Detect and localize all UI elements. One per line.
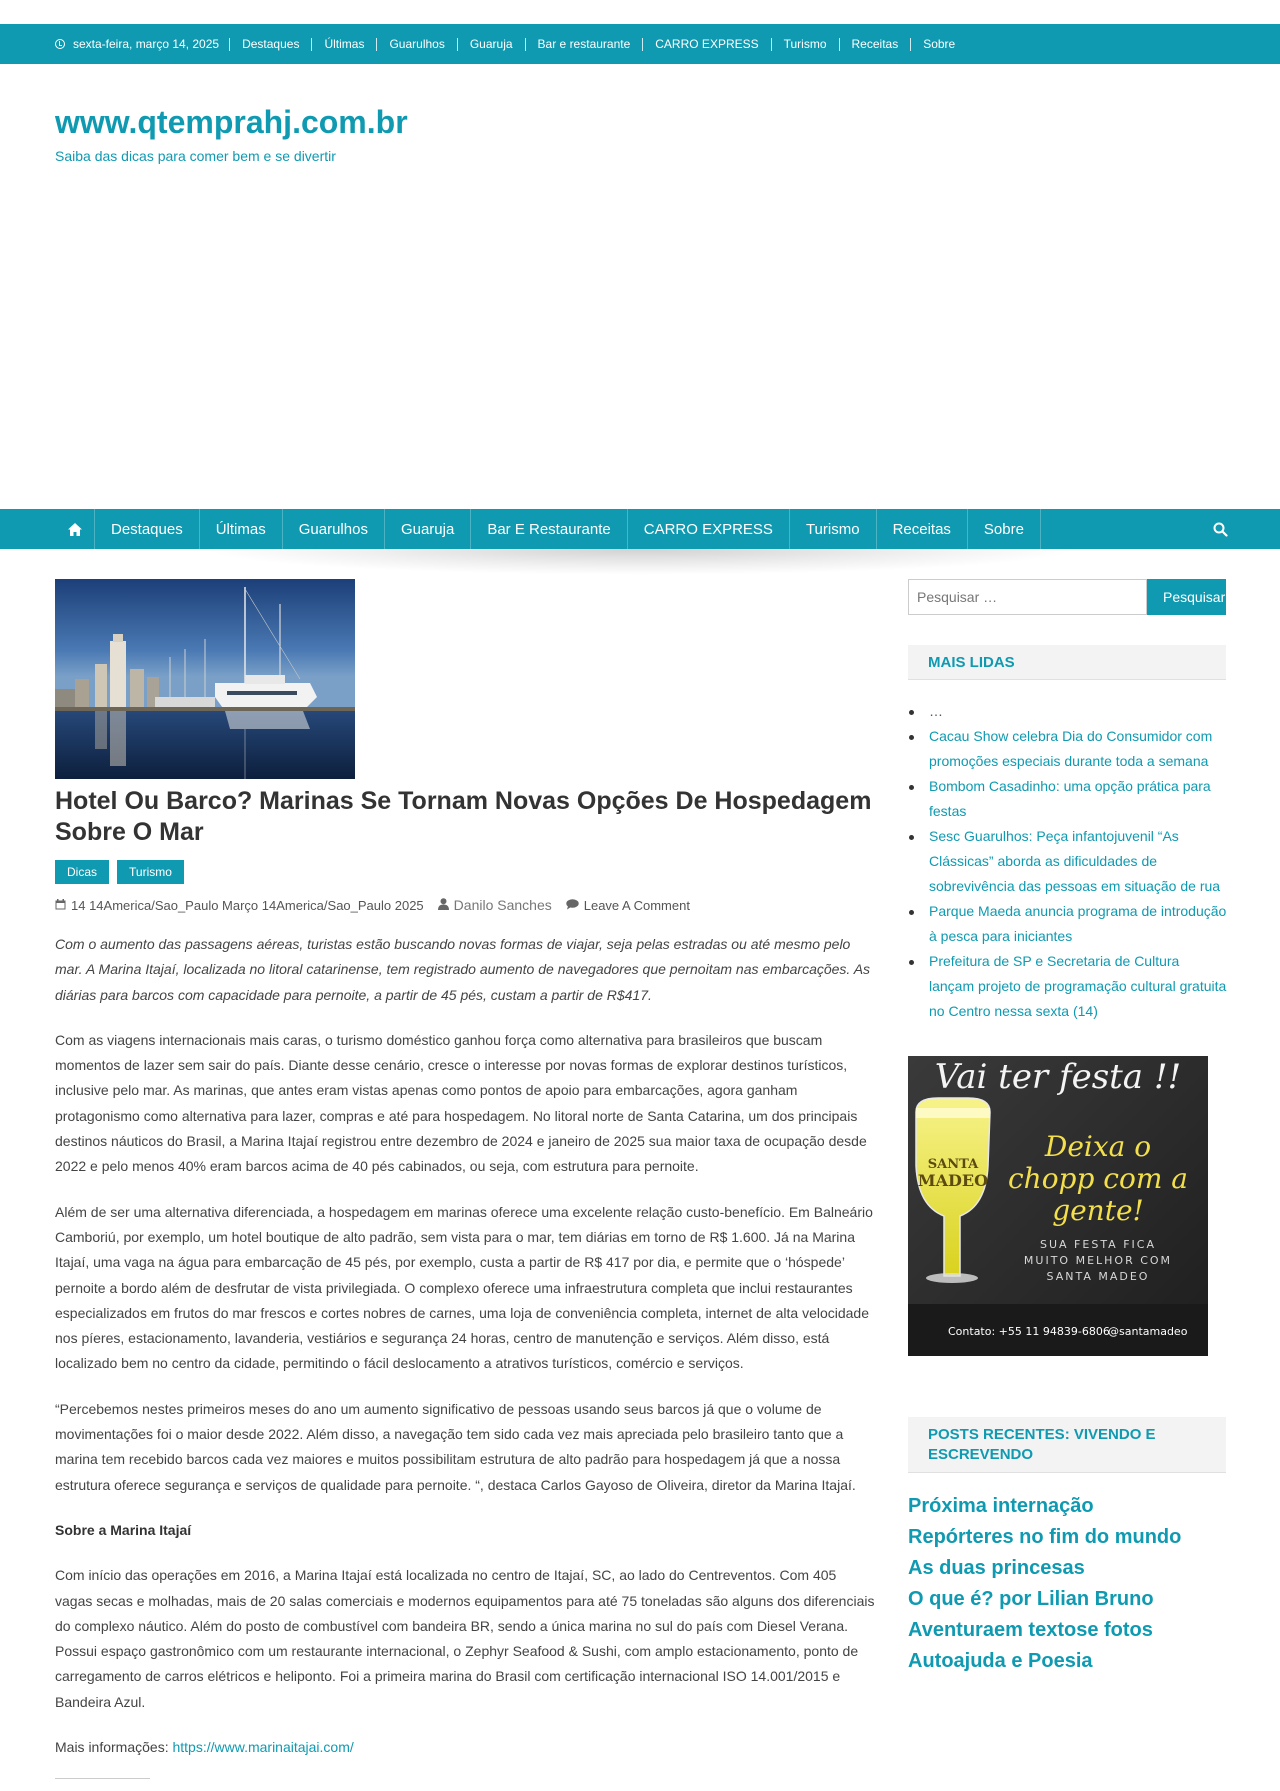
divider: [55, 1778, 150, 1779]
santa-madeo-ad-banner[interactable]: [908, 1056, 1208, 1356]
home-icon[interactable]: [55, 509, 95, 549]
category-badge-dicas[interactable]: Dicas: [55, 860, 109, 884]
ad-glass-brand-2: MADEO: [917, 1171, 989, 1190]
ad-line-1: Deixa o: [1044, 1130, 1152, 1163]
post-paragraph-3: “Percebemos nestes primeiros meses do ano um aumento significativo de pessoas usando seus barcos já que o volume de movimentações foi o maior desde 2022. Além disso, a navegação tem sido cada vez mais apreciada pelo brasileiro tanto que a marina tem recebido barcos cada vez maiores e muitos possibilitam estrutura de alto padrão para hospedagem já que a nossa estrutura oferece segurança e serviços de qualidade para pernoite. “, destaca Carlos Gayoso de Oliveira, diretor da Marina Itajaí.: [55, 1400, 856, 1493]
post-meta: [55, 897, 704, 913]
search-input[interactable]: [908, 579, 1147, 615]
top-link-ultimas[interactable]: Últimas: [311, 38, 376, 51]
ad-subline-3: SANTA MADEO: [1046, 1270, 1150, 1283]
list-item[interactable]: Cacau Show celebra Dia do Consumidor com promoções especiais durante toda a semana: [929, 724, 1227, 774]
post-paragraph-4: Com início das operações em 2016, a Marina Itajaí está localizada no centro de Itajaí, SC, ao lado do Centreventos. Com 405 vagas secas e molhadas, mais de 20 salas comerciais e modernos equipamentos para até 75 toneladas são alguns dos diferenciais do complexo náutico. Além do posto de combustível com bandeira BR, sendo a única marina no sul do país com Diesel Verana. Possui espaço gastronômico com um restaurante internacional, o Zephyr Seafood & Sushi, com amplo estacionamento, ponto de carregamento de carros elétricos e heliponto. Foi a primeira marina do Brasil com certificação internacional ISO 14.001/2015 e Bandeira Azul.: [55, 1567, 875, 1710]
ad-handle: @santamadeo: [1108, 1325, 1188, 1338]
post-categories: [55, 860, 184, 884]
recent-post-link[interactable]: Repórteres no fim do mundo: [908, 1526, 1182, 1548]
current-date-text: sexta-feira, março 14, 2025: [73, 37, 220, 51]
post-lead-paragraph: Com o aumento das passagens aéreas, turistas estão buscando novas formas de viajar, seja pelas estradas ou até mesmo pelo mar. A Marina Itajaí, localizada no litoral catarinense, tem registrado aumento de navegadores que pernoitam nas embarcações. As diárias para barcos com capacidade para pernoite, a partir de 45 pés, custam a partir de R$417.: [55, 936, 871, 1003]
nav-item-carro-express[interactable]: CARRO EXPRESS: [628, 509, 790, 549]
top-link-bar-restaurante[interactable]: Bar e restaurante: [525, 38, 643, 51]
user-icon: [438, 898, 449, 913]
post-paragraph-2: Além de ser uma alternativa diferenciada, a hospedagem em marinas oferece uma excelente relação custo-benefício. Em Balneário Camboriú, por exemplo, um hotel boutique de alto padrão, sem vista para o mar, tem diárias em torno de R$ 1.600. Já na Marina Itajaí, uma vaga na água para embarcação de 45 pés, por exemplo, custa a partir de R$ 417 por dia, e permite que o ‘hóspede’ pernoite a bordo além de desfrutar de vista privilegiada. O complexo oferece uma infraestrutura completa que inclui restaurantes especializados em frutos do mar frescos e cortes nobres de carnes, uma loja de conveniência completa, internet de alta velocidade nos píeres, estacionamento, lavanderia, vestiários e segurança 24 horas, centro de manutenção e serviços. Além disso, está localizado bem no centro da cidade, permitindo o fácil deslocamento a atrativos turísticos, comércio e serviços.: [55, 1203, 873, 1372]
post-comments[interactable]: [566, 898, 690, 913]
nav-item-bar-restaurante[interactable]: Bar E Restaurante: [471, 509, 627, 549]
list-item[interactable]: Parque Maeda anuncia programa de introdução à pesca para iniciantes: [929, 899, 1227, 949]
post-author[interactable]: [438, 897, 552, 913]
top-bar: [0, 24, 1280, 64]
nav-item-destaques[interactable]: Destaques: [95, 509, 200, 549]
post-more-info: [55, 1735, 875, 1760]
site-title[interactable]: www.qtemprahj.com.br: [55, 104, 408, 140]
recent-posts-title: POSTS RECENTES: VIVENDO E ESCREVENDO: [908, 1417, 1226, 1473]
ad-headline: Vai ter festa !!: [934, 1057, 1182, 1097]
more-info-link[interactable]: https://www.marinaitajai.com/: [172, 1739, 354, 1756]
top-link-destaques[interactable]: Destaques: [229, 38, 311, 51]
post-paragraph-1: Com as viagens internacionais mais caras, o turismo doméstico ganhou força como alternativa para brasileiros que buscam momentos de lazer sem sair do país. Diante desse cenário, cresce o interesse por novas formas de explorar destinos turísticos, inclusive pelo mar. As marinas, que antes eram vistas apenas como pontos de apoio para embarcações, agora ganham protagonismo como alternativa para lazer, compras e até para hospedagem. No litoral norte de Santa Catarina, um dos principais destinos náuticos do Brasil, a Marina Itajaí registrou entre dezembro de 2024 e janeiro de 2025 sua maior taxa de ocupação desde 2022 e pelo menos 40% eram barcos acima de 40 pés cabinados, ou seja, com estrutura para pernoite.: [55, 1031, 867, 1175]
top-link-carro-express[interactable]: CARRO EXPRESS: [642, 38, 770, 51]
post-title: Hotel Ou Barco? Marinas Se Tornam Novas Opções De Hospedagem Sobre O Mar: [55, 787, 872, 846]
calendar-icon: [55, 898, 66, 913]
nav-item-guaruja[interactable]: Guaruja: [385, 509, 471, 549]
category-badge-turismo[interactable]: Turismo: [117, 860, 184, 884]
search-icon[interactable]: [1210, 509, 1230, 549]
more-info-label: Mais informações:: [55, 1739, 173, 1756]
top-link-turismo[interactable]: Turismo: [771, 38, 839, 51]
post-subheading: Sobre a Marina Itajaí: [55, 1521, 192, 1538]
search-button[interactable]: Pesquisar: [1147, 579, 1226, 615]
sidebar-search-form: [908, 579, 1226, 615]
post-content: [55, 932, 875, 1780]
top-link-guarulhos[interactable]: Guarulhos: [376, 38, 456, 51]
list-item[interactable]: Prefeitura de SP e Secretaria de Cultura lançam projeto de programação cultural gratuita no Centro nessa sexta (14): [929, 949, 1227, 1024]
list-item[interactable]: Bombom Casadinho: uma opção prática para festas: [929, 774, 1227, 824]
nav-item-turismo[interactable]: Turismo: [790, 509, 877, 549]
recent-posts-list: [908, 1491, 1238, 1677]
mais-lidas-list: [929, 699, 1227, 1024]
nav-item-receitas[interactable]: Receitas: [877, 509, 968, 549]
comment-icon: [566, 898, 579, 913]
post-author-name: Danilo Sanches: [453, 897, 552, 913]
ad-glass-brand-1: SANTA: [927, 1157, 979, 1172]
recent-post-link[interactable]: Aventuraem textose fotos: [908, 1619, 1153, 1641]
post-date-text: 14 14America/Sao_Paulo Março 14America/Sao_Paulo 2025: [71, 897, 424, 913]
current-date: [55, 37, 229, 51]
nav-item-ultimas[interactable]: Últimas: [200, 509, 283, 549]
clock-icon: [55, 39, 65, 49]
mais-lidas-title: MAIS LIDAS: [908, 645, 1226, 680]
post-comments-text: Leave A Comment: [583, 897, 690, 913]
ad-subline-1: SUA FESTA FICA: [1040, 1238, 1156, 1251]
top-link-sobre[interactable]: Sobre: [910, 38, 967, 51]
post-featured-image[interactable]: [55, 579, 355, 779]
list-item[interactable]: Sesc Guarulhos: Peça infantojuvenil “As Clássicas” aborda as dificuldades de sobrevivência das pessoas em situação de rua: [929, 824, 1227, 899]
ad-subline-2: MUITO MELHOR COM: [1023, 1254, 1173, 1267]
ad-line-2: chopp com a: [1007, 1162, 1189, 1195]
nav-shadow: [200, 549, 1080, 575]
ad-contact: Contato: +55 11 94839-6806: [948, 1325, 1110, 1338]
post-date[interactable]: [55, 898, 424, 913]
list-item: …: [929, 699, 1227, 724]
top-link-guaruja[interactable]: Guaruja: [457, 38, 525, 51]
ad-line-3: gente!: [1052, 1194, 1144, 1227]
recent-post-link[interactable]: Autoajuda e Poesia: [908, 1650, 1093, 1672]
recent-post-link[interactable]: As duas princesas: [908, 1557, 1085, 1579]
top-bar-content: [55, 24, 967, 64]
nav-item-guarulhos[interactable]: Guarulhos: [283, 509, 385, 549]
main-navigation: [0, 509, 1280, 549]
top-link-receitas[interactable]: Receitas: [839, 38, 911, 51]
nav-item-sobre[interactable]: Sobre: [968, 509, 1041, 549]
site-tagline: Saiba das dicas para comer bem e se divertir: [55, 148, 336, 164]
recent-post-link[interactable]: Próxima internação: [908, 1495, 1094, 1517]
main-navigation-items: [55, 509, 1041, 549]
recent-post-link[interactable]: O que é? por Lilian Bruno: [908, 1588, 1154, 1610]
